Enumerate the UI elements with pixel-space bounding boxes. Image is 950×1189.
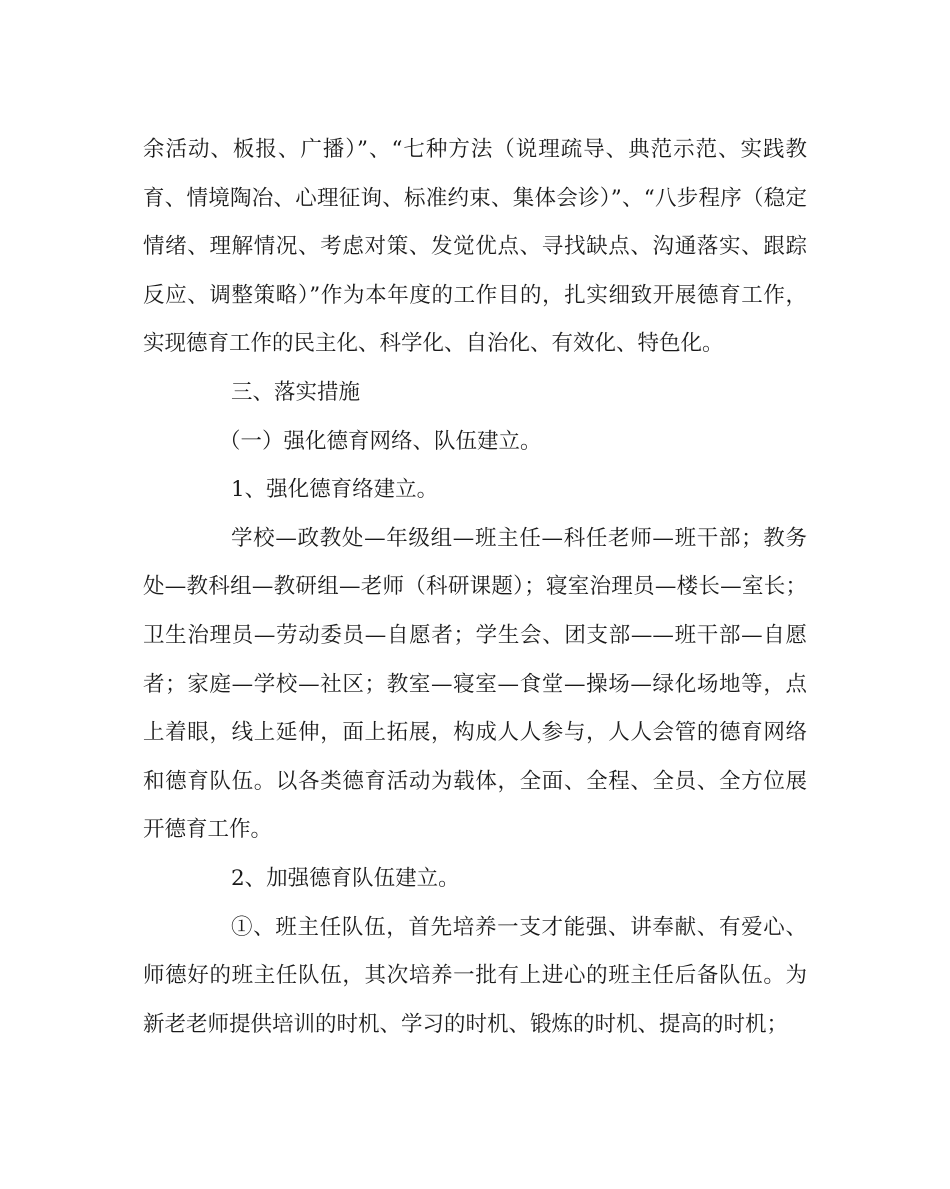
paragraph-network-structure: 学校—政教处—年级组—班主任—科任老师—班干部；教务处—教科组—教研组—老师（科研课题）；寝室治理员—楼长—室长；卫生治理员—劳动委员—自愿者；学生会、团支部——班干部—自愿者；家庭—学校—社区；教室—寝室—食堂—操场—绿化场地等，点上着眼，线上延伸，面上拓展，构成人人参与，人人会管的德育网络和德育队伍。以各类德育活动为载体，全面、全程、全员、全方位展开德育工作。 — [143, 525, 807, 843]
paragraph-continuation: 余活动、板报、广播）”、“七种方法（说理疏导、典范示范、实践教育、情境陶冶、心理征询、标准约束、集体会诊）”、“八步程序（稳定情绪、理解情况、考虑对策、发觉优点、寻找缺点、沟通落实、跟踪反应、调整策略）”作为本年度的工作目的，扎实细致开展德育工作，实现德育工作的民主化、科学化、自治化、有效化、特色化。 — [143, 137, 807, 357]
item-heading-team-building: 2、加强德育队伍建立。 — [231, 865, 460, 891]
subsection-heading-network-team: （一）强化德育网络、队伍建立。 — [219, 428, 542, 454]
section-heading-implementation-measures: 三、落实措施 — [231, 379, 361, 405]
paragraph-head-teacher-team: ①、班主任队伍，首先培养一支才能强、讲奉献、有爱心、师德好的班主任队伍，其次培养一批有上进心的班主任后备队伍。为新老老师提供培训的时机、学习的时机、锻炼的时机、提高的时机； — [143, 914, 807, 1037]
item-heading-network-building: 1、强化德育络建立。 — [231, 477, 439, 503]
document-body — [143, 126, 807, 1049]
